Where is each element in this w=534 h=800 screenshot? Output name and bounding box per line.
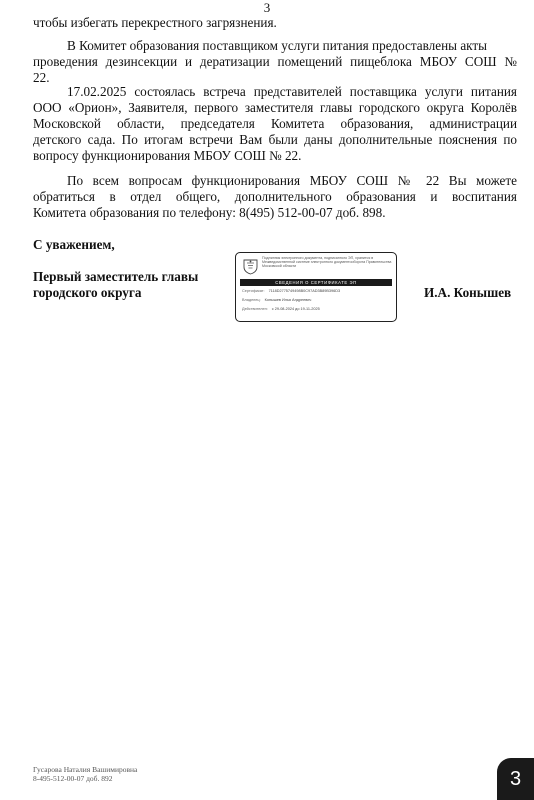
text-line: чтобы избегать перекрестного загрязнения. <box>33 15 277 30</box>
stamp-owner-row <box>242 298 311 303</box>
signer-name: И.А. Конышев <box>424 285 512 300</box>
coat-of-arms-icon <box>243 258 258 275</box>
text-line: Комитета образования по телефону: 8(495) 512-00-07 доб. 898. <box>33 205 386 220</box>
paragraph-disinfection-acts <box>33 38 517 86</box>
text-line: 22. <box>33 70 50 85</box>
stamp-certificate-row <box>242 289 340 294</box>
text-line: детского сада. По итогам встречи Вам были даны дополнительные пояснения по <box>33 132 517 147</box>
page-indicator-badge: 3 <box>497 758 534 800</box>
signer-title-line: Первый заместитель главы <box>33 269 199 284</box>
stamp-owner-value: Конышев Илья Андреевич <box>264 298 312 302</box>
stamp-certificate-bar: СВЕДЕНИЯ О СЕРТИФИКАТЕ ЭП <box>240 279 392 286</box>
stamp-certificate-label: Сертификат: <box>242 289 265 293</box>
stamp-certificate-value: 7118D2775749498B0C97AD3B89B396D3 <box>268 289 341 293</box>
text-line: Московской области, председателя Комитета образования, администрации <box>33 116 517 131</box>
paragraph-meeting <box>33 84 517 164</box>
closing-regards: С уважением, <box>33 237 115 252</box>
signer-title-line: городского округа <box>33 285 142 300</box>
text-line: По всем вопросам функционирования МБОУ СОШ № 22 Вы можете <box>67 173 517 188</box>
text-line: ООО «Орион», Заявителя, первого заместителя главы городского округа Королёв <box>33 100 517 115</box>
stamp-owner-label: Владелец: <box>242 298 261 302</box>
paragraph-contact <box>33 173 517 221</box>
page-number: 3 <box>263 0 271 15</box>
stamp-validity-label: Действителен: <box>242 307 268 311</box>
footer-author-phone: 8-495-512-00-07 доб. 892 <box>33 774 113 783</box>
signer-title <box>33 269 198 301</box>
footer-executor <box>33 765 137 783</box>
text-line: вопросу функционирования МБОУ СОШ № 22. <box>33 148 302 163</box>
text-line: В Комитет образования поставщиком услуги питания предоставлены акты <box>67 38 488 53</box>
text-line: проведения дезинсекции и дератизации помещений пищеблока МБОУ СОШ № <box>33 54 517 69</box>
paragraph-continuation <box>33 15 517 31</box>
text-line: обратиться в отдел общего, дополнительного образования и воспитания <box>33 189 517 204</box>
footer-author-name: Гусарова Наталия Вашимировна <box>33 765 138 774</box>
stamp-header-text: Подлинник электронного документа, подписанного ЭП, хранится в Межведомственной системе электронного документооборота Правительства Московской области <box>262 256 392 269</box>
text-line: 17.02.2025 состоялась встреча представителей поставщика услуги питания <box>67 84 517 99</box>
stamp-validity-row <box>242 307 320 312</box>
electronic-signature-stamp <box>235 252 397 322</box>
stamp-validity-value: с 29-08-2024 до 19-11-2025 <box>271 307 320 311</box>
